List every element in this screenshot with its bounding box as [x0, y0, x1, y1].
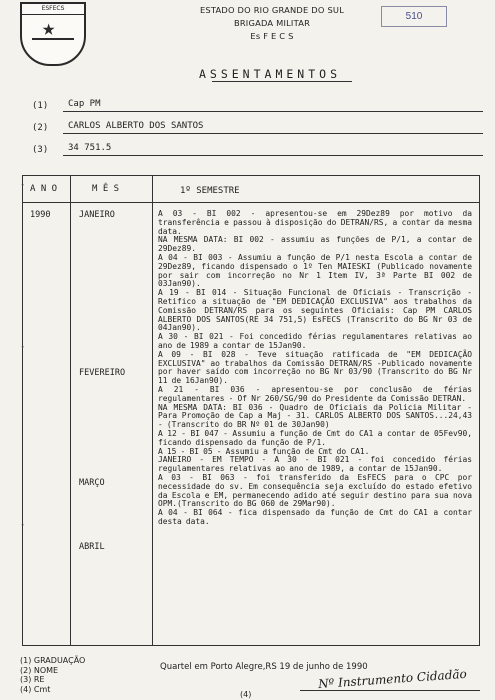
- entry: A 03 - BI 002 - apresentou-se em 29Dez89 por motivo da transferência e passou à disposição do DETRAN/RS, a contar da mesma data.: [158, 209, 472, 236]
- field-1-line: [63, 111, 483, 112]
- entry: A 03 - BI 063 - foi transferido da EsFECS para o CPC por necessidade do sv. Em consequência seja excluído do estado efetivo da Escola e EM, permanecendo adido até seguir destino para sua nova OPM.(Transcrito do BG 060 de 29Mar90).: [158, 472, 472, 509]
- state-name: ESTADO DO RIO GRANDE DO SUL: [199, 5, 345, 15]
- legend-item: (1) GRADUAÇÃO: [20, 656, 86, 665]
- entry: A 12 - BI 047 - Assumiu a função de Cmt do CA1 a contar de 05Fev90, ficando dispensado da função de P/1.: [158, 428, 472, 447]
- rank-value: Cap PM: [68, 99, 101, 109]
- entry: A 04 - BI 064 - fica dispensado da função de Cmt do CA1 a contar desta data.: [158, 508, 472, 526]
- field-3-line: [63, 155, 483, 156]
- esfecs-emblem: [20, 2, 86, 66]
- field-2-label: (2): [32, 123, 49, 133]
- table-top-border: [22, 175, 480, 176]
- margin-tick: -: [20, 520, 26, 530]
- legend-item: (4) Cmt: [20, 684, 51, 694]
- footer-page-marker: (4): [240, 690, 252, 699]
- field-legend: [20, 656, 85, 694]
- margin-tick: -: [20, 180, 26, 190]
- margin-tick: -: [20, 342, 26, 352]
- unit-name: Es F E C S: [250, 31, 294, 41]
- month-march: MARÇO: [79, 478, 105, 488]
- registration-value: 34 751.5: [68, 143, 112, 153]
- entry: NA MESMA DATA: BI 036 - Quadro de Oficiais da Policia Militar - Para Promoção de Cap a Maj - 31. CARLOS ALBERTO DOS SANTOS...24,43 - (Transcrito do BR Nº 01 de 30Jan90): [158, 402, 472, 430]
- title-underline: [212, 81, 352, 82]
- entry: A 09 - BI 028 - Teve situação ratificada de "EM DEDICAÇÃO EXCLUSIVA" ao trabalhos da Comissão DETRAN/RS -Publicado novamente por haver saído com incorreção no BG Nr 03/90 (Transcrito do BG Nr 11 de 16Jan90).: [158, 349, 472, 386]
- table-left-border: [20, 175, 26, 645]
- document-title: ASSENTAMENTOS: [198, 67, 341, 81]
- field-1-label: (1): [32, 101, 49, 111]
- month-january: JANEIRO: [79, 210, 115, 220]
- year-column-divider: [70, 175, 71, 645]
- table-header-border: [22, 202, 480, 203]
- year-cell: 1990: [30, 210, 51, 220]
- entry: A 04 - BI 003 - Assumiu a função de P/1 nesta Escola a contar de 29Dez89, ficando dispensado o 1º Ten MAIESKI (Publicado novamente por sair com incorreção no Nr 1 Item IV, 3ª Parte BI 002 de 03Jan90).: [158, 252, 472, 289]
- month-column-divider: [152, 175, 153, 645]
- legend-item: (2) NOME: [20, 665, 59, 675]
- emblem-band: ESFECS: [22, 4, 84, 15]
- field-2-line: [63, 133, 483, 134]
- legend-item: (3) RE: [20, 675, 45, 684]
- entry: NA MESMA DATA: BI 002 - assumiu as funções de P/1, a contar de 29Dez89.: [158, 235, 472, 254]
- entry: A 15 - BI 05 - Assumiu a função de Cmt do CA1.: [158, 446, 370, 456]
- month-column-header: M Ê S: [92, 184, 120, 194]
- entry: A 19 - BI 014 - Situação Funcional de Oficiais - Transcrição - Retifico a situação de "EM DEDICAÇÃO EXCLUSIVA" aos trabalhos da Comissão DETRAN/RS para os seguintes Oficiais: Cap PM CARLOS ALBERTO DOS SANTOS(RE 34 751,5) EsFECS (Transcrito do BG Nr 03 de 04Jan90).: [158, 288, 472, 333]
- table-right-border: [479, 175, 480, 645]
- name-value: CARLOS ALBERTO DOS SANTOS: [68, 121, 204, 131]
- star-icon: ★: [42, 16, 56, 41]
- entry: JANEIRO - EM TEMPO - A 30 - BI 021 - foi concedido férias regulamentares relativas ao ano de 1989, a contar de 15Jan90.: [158, 455, 472, 474]
- emblem-arms: [32, 38, 74, 52]
- page-number-stamp: 510: [381, 6, 447, 27]
- table-bottom-border: [22, 645, 480, 646]
- signature-line: [300, 690, 480, 691]
- field-3-label: (3): [32, 145, 49, 155]
- place-and-date: Quartel em Porto Alegre,RS 19 de junho de 1990: [160, 662, 368, 672]
- entry: A 21 - BI 036 - apresentou-se por conclusão de férias regulamentares - Of Nr 260/SG/90 do Presidente da Comissão DETRAN.: [158, 384, 472, 403]
- month-april: ABRIL: [79, 542, 105, 552]
- month-february: FEVEREIRO: [79, 368, 126, 378]
- entries-column: [158, 210, 472, 527]
- semester-column-header: 1º SEMESTRE: [180, 186, 240, 196]
- handwritten-signature: Nº Instrumento Cidadão: [317, 666, 468, 692]
- year-column-header: A N O: [30, 184, 58, 194]
- entry: A 30 - BI 021 - Foi concedido férias regulamentares relativas ao ano de 1989 a contar de 15Jan90.: [158, 332, 472, 350]
- brigade-name: BRIGADA MILITAR: [233, 18, 311, 28]
